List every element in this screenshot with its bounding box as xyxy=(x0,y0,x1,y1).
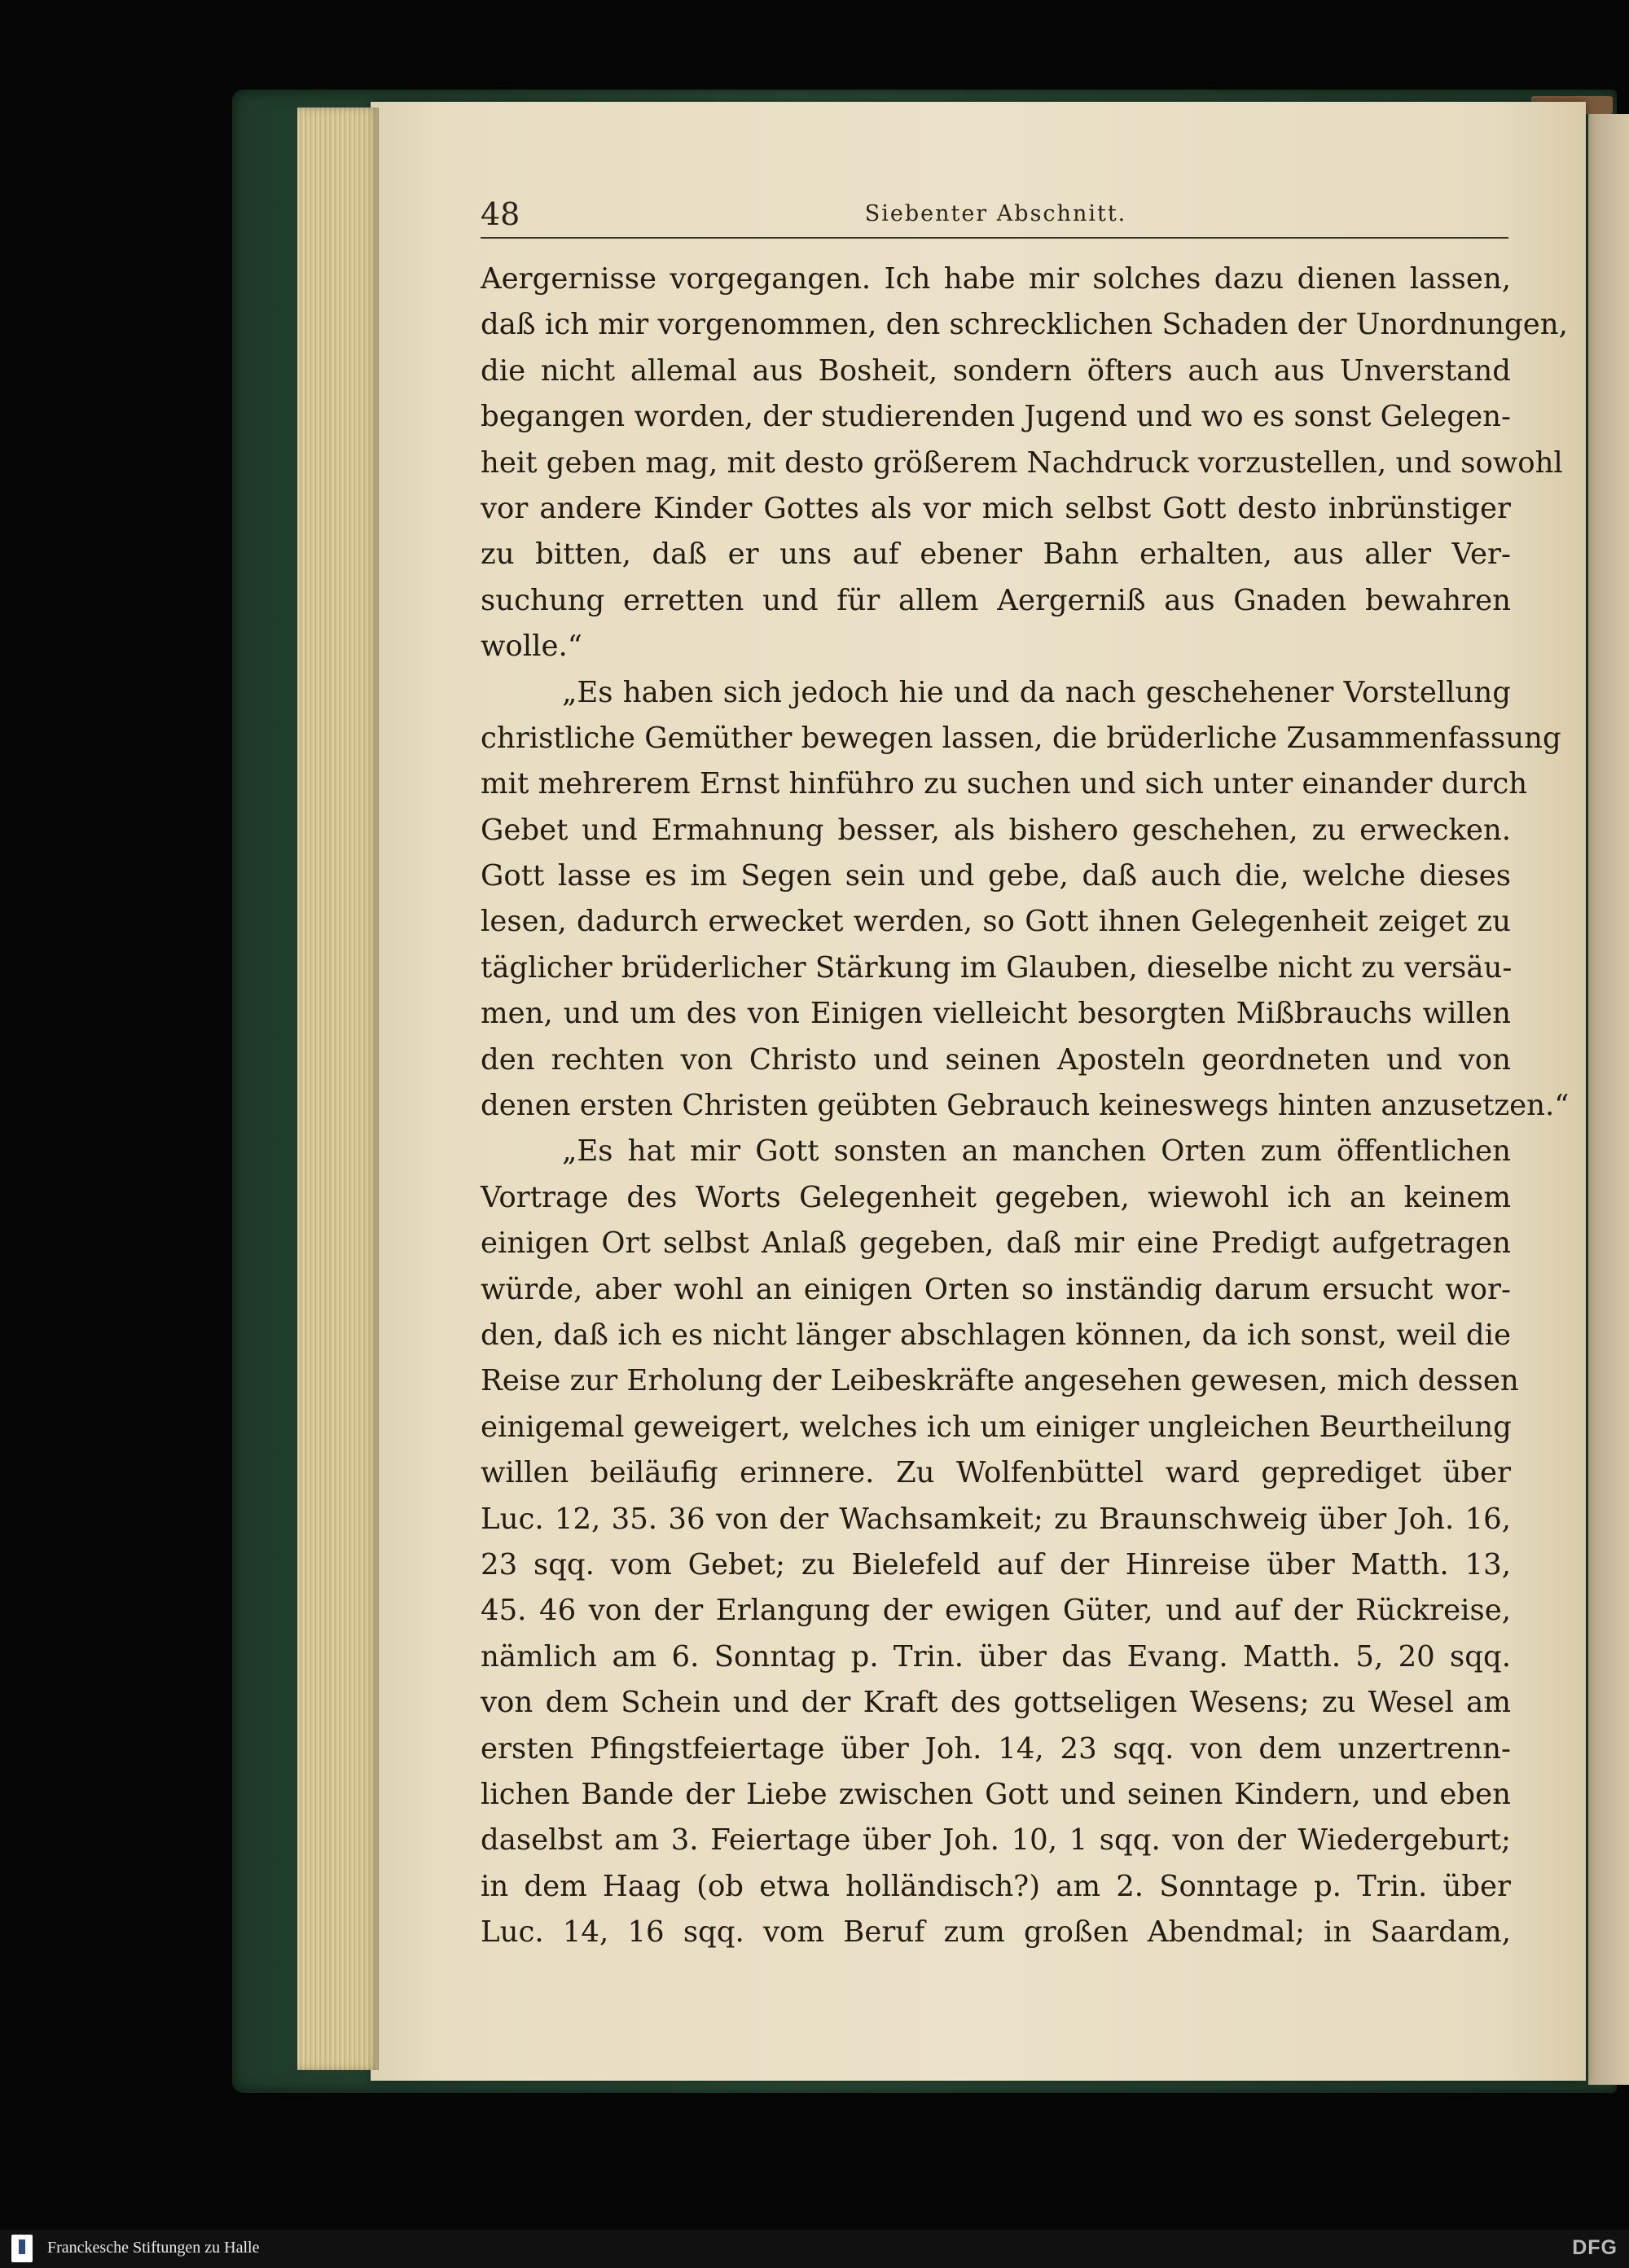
logo-mark xyxy=(19,2239,25,2254)
text-line: Gebet und Ermahnung besser, als bishero geschehen, zu erwecken. xyxy=(481,813,1511,847)
text-line: lesen, dadurch erwecket werden, so Gott ihnen Gelegenheit zeiget zu xyxy=(481,905,1511,939)
text-line: Vortrage des Worts Gelegenheit gegeben, wiewohl ich an keinem xyxy=(481,1180,1511,1214)
text-line: „Es haben sich jedoch hie und da nach geschehener Vorstellung xyxy=(562,675,1511,709)
page-block-edge xyxy=(297,107,379,2070)
text-line: würde, aber wohl an einigen Orten so inständig darum ersucht wor- xyxy=(481,1272,1511,1306)
header-rule xyxy=(481,237,1508,239)
text-line: vor andere Kinder Gottes als vor mich selbst Gott desto inbrünstiger xyxy=(481,491,1511,525)
text-line: denen ersten Christen geübten Gebrauch keineswegs hinten anzusetzen.“ xyxy=(481,1089,1570,1123)
text-line: die nicht allemal aus Bosheit, sondern öfters auch aus Unverstand xyxy=(481,353,1511,388)
text-line: 45. 46 von der Erlangung der ewigen Güter, und auf der Rückreise, xyxy=(481,1594,1511,1628)
text-line: von dem Schein und der Kraft des gottseligen Wesens; zu Wesel am xyxy=(481,1686,1511,1720)
text-line: den rechten von Christo und seinen Aposteln geordneten und von xyxy=(481,1042,1511,1077)
text-line: einigemal geweigert, welches ich um einiger ungleichen Beurtheilung xyxy=(481,1410,1512,1444)
text-line: zu bitten, daß er uns auf ebener Bahn erhalten, aus aller Ver- xyxy=(481,537,1511,572)
text-line: Gott lasse es im Segen sein und gebe, daß auch die, welche dieses xyxy=(481,859,1511,893)
text-line: wolle.“ xyxy=(481,630,582,664)
text-line: 23 sqq. vom Gebet; zu Bielefeld auf der Hinreise über Matth. 13, xyxy=(481,1547,1511,1581)
viewer-footer xyxy=(0,2230,1629,2268)
text-line: lichen Bande der Liebe zwischen Gott und seinen Kindern, und eben xyxy=(481,1777,1511,1811)
text-line: heit geben mag, mit desto größerem Nachdruck vorzustellen, und sowohl xyxy=(481,445,1563,480)
text-line: Reise zur Erholung der Leibeskräfte angesehen gewesen, mich dessen xyxy=(481,1364,1519,1398)
next-page-edge xyxy=(1588,114,1629,2085)
text-line: Luc. 14, 16 sqq. vom Beruf zum großen Abendmal; in Saardam, xyxy=(481,1915,1511,1950)
text-line: täglicher brüderlicher Stärkung im Glauben, dieselbe nicht zu versäu- xyxy=(481,950,1513,985)
text-line: in dem Haag (ob etwa holländisch?) am 2. Sonntage p. Trin. über xyxy=(481,1869,1511,1903)
text-line: christliche Gemüther bewegen lassen, die brüderliche Zusammenfassung xyxy=(481,721,1561,755)
text-line: daß ich mir vorgenommen, den schrecklichen Schaden der Unordnungen, xyxy=(481,308,1568,342)
page-number: 48 xyxy=(481,196,520,232)
running-head: Siebenter Abschnitt. xyxy=(864,201,1127,226)
institution-logo-icon[interactable] xyxy=(11,2235,33,2262)
text-line: einigen Ort selbst Anlaß gegeben, daß mir eine Predigt aufgetragen xyxy=(481,1226,1511,1261)
text-line: suchung erretten und für allem Aergerniß aus Gnaden bewahren xyxy=(481,583,1511,617)
text-line: nämlich am 6. Sonntag p. Trin. über das Evang. Matth. 5, 20 sqq. xyxy=(481,1639,1511,1674)
page-header xyxy=(481,190,1511,239)
text-line: mit mehrerem Ernst hinführo zu suchen und sich unter einander durch xyxy=(481,767,1528,801)
text-line: Aergernisse vorgegangen. Ich habe mir solches dazu dienen lassen, xyxy=(481,262,1511,296)
text-line: „Es hat mir Gott sonsten an manchen Orten zum öffentlichen xyxy=(562,1134,1511,1169)
text-line: daselbst am 3. Feiertage über Joh. 10, 1 sqq. von der Wiedergeburt; xyxy=(481,1823,1511,1858)
institution-name[interactable]: Franckesche Stiftungen zu Halle xyxy=(47,2239,260,2257)
book-page xyxy=(371,102,1586,2081)
body-text xyxy=(481,257,1570,1955)
text-line: ersten Pfingstfeiertage über Joh. 14, 23 sqq. von dem unzertrenn- xyxy=(481,1731,1511,1766)
text-line: willen beiläufig erinnere. Zu Wolfenbüttel ward geprediget über xyxy=(481,1456,1511,1490)
text-line: begangen worden, der studierenden Jugend und wo es sonst Gelegen- xyxy=(481,400,1511,434)
text-line: men, und um des von Einigen vielleicht besorgten Mißbrauchs willen xyxy=(481,997,1511,1031)
text-line: den, daß ich es nicht länger abschlagen können, da ich sonst, weil die xyxy=(481,1318,1511,1352)
dfg-logo[interactable]: DFG xyxy=(1572,2236,1618,2259)
text-line: Luc. 12, 35. 36 von der Wachsamkeit; zu Braunschweig über Joh. 16, xyxy=(481,1502,1511,1536)
